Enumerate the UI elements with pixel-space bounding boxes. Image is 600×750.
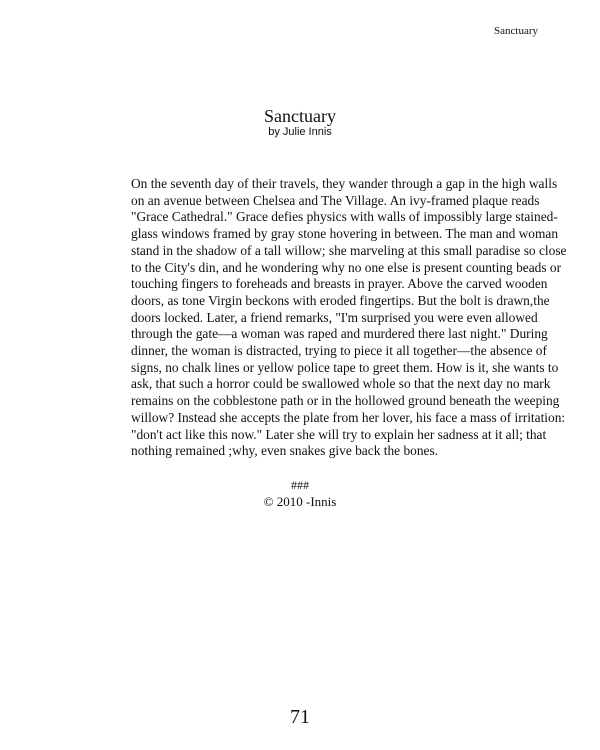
body-line: doors, as tone Virgin beckons with eroded fingertips. But the bolt is drawn,the (131, 292, 550, 308)
body-line: doors locked. Later, a friend remarks, "I'm surprised you were even allowed (131, 309, 538, 325)
page-number: 71 (290, 706, 310, 728)
byline: by Julie Innis (268, 126, 332, 138)
body-line: dinner, the woman is distracted, trying to piece it all together—the absence of (131, 343, 547, 359)
body-line: "Grace Cathedral." Grace defies physics with walls of impossibly large stained- (131, 209, 558, 225)
body-text (131, 176, 567, 460)
body-line: through the gate—a woman was raped and murdered there last night." During (131, 326, 548, 342)
body-line: to the City's din, and he wondering why no one else is present counting beads or (131, 259, 562, 275)
section-separator: ### (291, 478, 309, 492)
body-line: On the seventh day of their travels, they wander through a gap in the high walls (131, 176, 558, 191)
page-title: Sanctuary (264, 106, 336, 126)
body-line: "don't act like this now." Later she will try to explain her sadness at it all; that (131, 426, 547, 442)
body-line: remains on the cobblestone path or in the hollowed ground beneath the weeping (131, 393, 560, 409)
body-line: willow? Instead she accepts the plate from her lover, his face a mass of irritation: (131, 409, 566, 425)
running-header: Sanctuary (494, 25, 538, 37)
body-line: signs, no chalk lines or yellow police tape to greet them. How is it, she wants to (131, 359, 559, 375)
body-line: ask, that such a horror could be swallowed whole so that the next day no mark (131, 376, 551, 392)
body-line: stand in the shadow of a tall willow; she marveling at this small paradise so close (131, 242, 567, 258)
body-line: nothing remained ;why, even snakes give back the bones. (131, 443, 439, 459)
body-line: glass windows framed by gray stone hovering in between. The man and woman (131, 226, 559, 242)
body-line: touching fingers to foreheads and breasts in prayer. Above the carved wooden (131, 276, 548, 292)
copyright-notice: © 2010 -Innis (263, 494, 337, 509)
body-line: on an avenue between Chelsea and The Village. An ivy-framed plaque reads (131, 192, 540, 208)
